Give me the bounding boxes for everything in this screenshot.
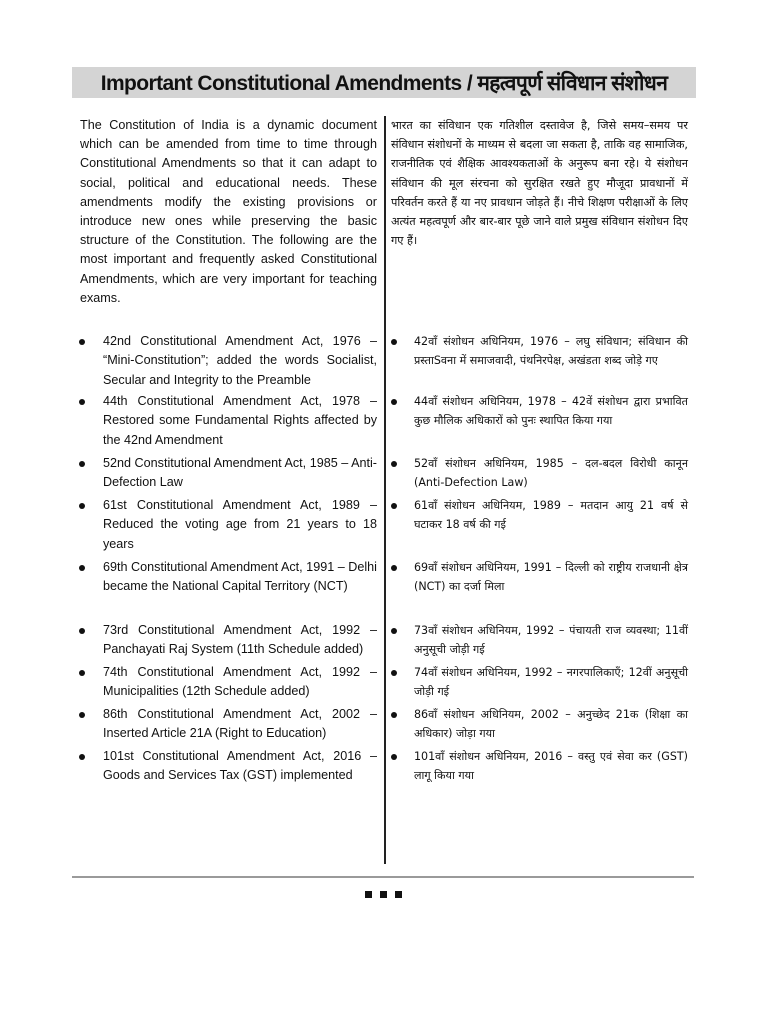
list-item-text: 44th Constitutional Amendment Act, 1978 – Restored some Fundamental Rights affected by the 42nd Amendment	[103, 394, 377, 447]
list-item-text: 69वाँ संशोधन अधिनियम, 1991 – दिल्ली को राष्ट्रीय राजधानी क्षेत्र (NCT) का दर्जा मिला	[414, 561, 688, 594]
list-item-text: 101वाँ संशोधन अधिनियम, 2016 – वस्तु एवं सेवा कर (GST) लागू किया गया	[414, 750, 688, 783]
list-item	[80, 621, 377, 660]
english-column	[80, 116, 377, 783]
list-item-text: 52वाँ संशोधन अधिनियम, 1985 – दल-बदल विरोधी कानून (Anti-Defection Law)	[414, 457, 688, 490]
list-item	[391, 663, 688, 702]
bullet-icon	[391, 712, 397, 718]
list-item	[80, 496, 377, 554]
bullet-icon	[79, 565, 85, 571]
bullet-icon	[79, 628, 85, 634]
square-icon	[395, 891, 402, 898]
bullet-icon	[391, 339, 397, 345]
list-item-text: 86वाँ संशोधन अधिनियम, 2002 – अनुच्छेद 21क (शिक्षा का अधिकार) जोड़ा गया	[414, 708, 688, 741]
list-item-text: 74वाँ संशोधन अधिनियम, 1992 – नगरपालिकाएँ; 12वीं अनुसूची जोड़ी गई	[414, 666, 688, 699]
list-item-text: 44वाँ संशोधन अधिनियम, 1978 – 42वें संशोधन द्वारा प्रभावित कुछ मौलिक अधिकारों को पुनः स्थापित किया गया	[414, 395, 688, 428]
list-item-text: 42वाँ संशोधन अधिनियम, 1976 – लघु संविधान; संविधान की प्रस्ताSवना में समाजवादी, पंथनिरपेक्ष, अखंडता शब्द जोड़े गए	[414, 335, 688, 368]
list-item	[391, 332, 688, 371]
bullet-icon	[391, 628, 397, 634]
bullet-icon	[79, 339, 85, 345]
intro-hindi: भारत का संविधान एक गतिशील दस्तावेज है, जिसे समय–समय पर संविधान संशोधनों के माध्यम से बदला जा सकता है, ताकि वह सामाजिक, राजनीतिक एवं शैक्षिक आवश्यकताओं के अनुरूप बना रहे। ये संशोधन संविधान की मूल संरचना को सुरक्षित रखते हुए मौजूदा प्रावधानों में परिवर्तन करते हैं या नए प्रावधान जोड़ते हैं। नीचे शिक्षण परीक्षाओं के लिए अत्यंत महत्वपूर्ण और बार-बार पूछे जाने वाले प्रमुख संविधान संशोधन दिए गए हैं।	[391, 119, 688, 248]
square-icon	[365, 891, 372, 898]
bullet-icon	[79, 712, 85, 718]
list-item	[80, 705, 377, 744]
bullet-icon	[391, 754, 397, 760]
list-item-text: 69th Constitutional Amendment Act, 1991 – Delhi became the National Capital Territory (NCT)	[103, 560, 377, 594]
bullet-icon	[391, 461, 397, 467]
list-item-text: 52nd Constitutional Amendment Act, 1985 – Anti-Defection Law	[103, 456, 377, 490]
bullet-icon	[391, 565, 397, 571]
list-item	[80, 747, 377, 786]
list-item-text: 73वाँ संशोधन अधिनियम, 1992 – पंचायती राज व्यवस्था; 11वीं अनुसूची जोड़ी गई	[414, 624, 688, 657]
end-of-section-mark	[365, 891, 402, 898]
list-item	[391, 705, 688, 744]
list-item	[391, 454, 688, 493]
list-item	[391, 496, 688, 535]
list-item-text: 101st Constitutional Amendment Act, 2016 – Goods and Services Tax (GST) implemented	[103, 749, 377, 783]
square-icon	[380, 891, 387, 898]
hindi-column	[391, 116, 688, 783]
list-item	[80, 332, 377, 390]
list-item-text: 73rd Constitutional Amendment Act, 1992 – Panchayati Raj System (11th Schedule added)	[103, 623, 377, 657]
list-item	[391, 747, 688, 786]
intro-english: The Constitution of India is a dynamic document which can be amended from time to time through Constitutional Amendments so that it can adapt to social, political and educational needs. These amendments modify the existing provisions or introduce new ones while preserving the basic structure of the Constitution. The following are the most important and frequently asked Constitutional Amendments, which are very important for teaching exams.	[80, 118, 377, 305]
bullet-icon	[391, 670, 397, 676]
list-item-text: 74th Constitutional Amendment Act, 1992 – Municipalities (12th Schedule added)	[103, 665, 377, 699]
list-item	[80, 558, 377, 597]
list-item	[391, 558, 688, 597]
page-title: Important Constitutional Amendments / महत्वपूर्ण संविधान संशोधन	[72, 67, 696, 98]
bottom-rule	[72, 876, 694, 878]
bullet-icon	[79, 503, 85, 509]
list-item	[391, 621, 688, 660]
list-item-text: 61st Constitutional Amendment Act, 1989 – Reduced the voting age from 21 years to 18 years	[103, 498, 377, 551]
column-divider	[384, 116, 386, 864]
list-item-text: 42nd Constitutional Amendment Act, 1976 – “Mini-Constitution”; added the words Socialist, Secular and Integrity to the Preamble	[103, 334, 377, 387]
bullet-icon	[79, 754, 85, 760]
list-item	[80, 392, 377, 450]
bullet-icon	[391, 399, 397, 405]
bullet-icon	[79, 461, 85, 467]
list-item-text: 86th Constitutional Amendment Act, 2002 – Inserted Article 21A (Right to Education)	[103, 707, 377, 741]
bullet-icon	[79, 670, 85, 676]
list-item	[391, 392, 688, 431]
bullet-icon	[79, 399, 85, 405]
bullet-icon	[391, 503, 397, 509]
list-item	[80, 663, 377, 702]
list-item-text: 61वाँ संशोधन अधिनियम, 1989 – मतदान आयु 21 वर्ष से घटाकर 18 वर्ष की गई	[414, 499, 688, 532]
list-item	[80, 454, 377, 493]
